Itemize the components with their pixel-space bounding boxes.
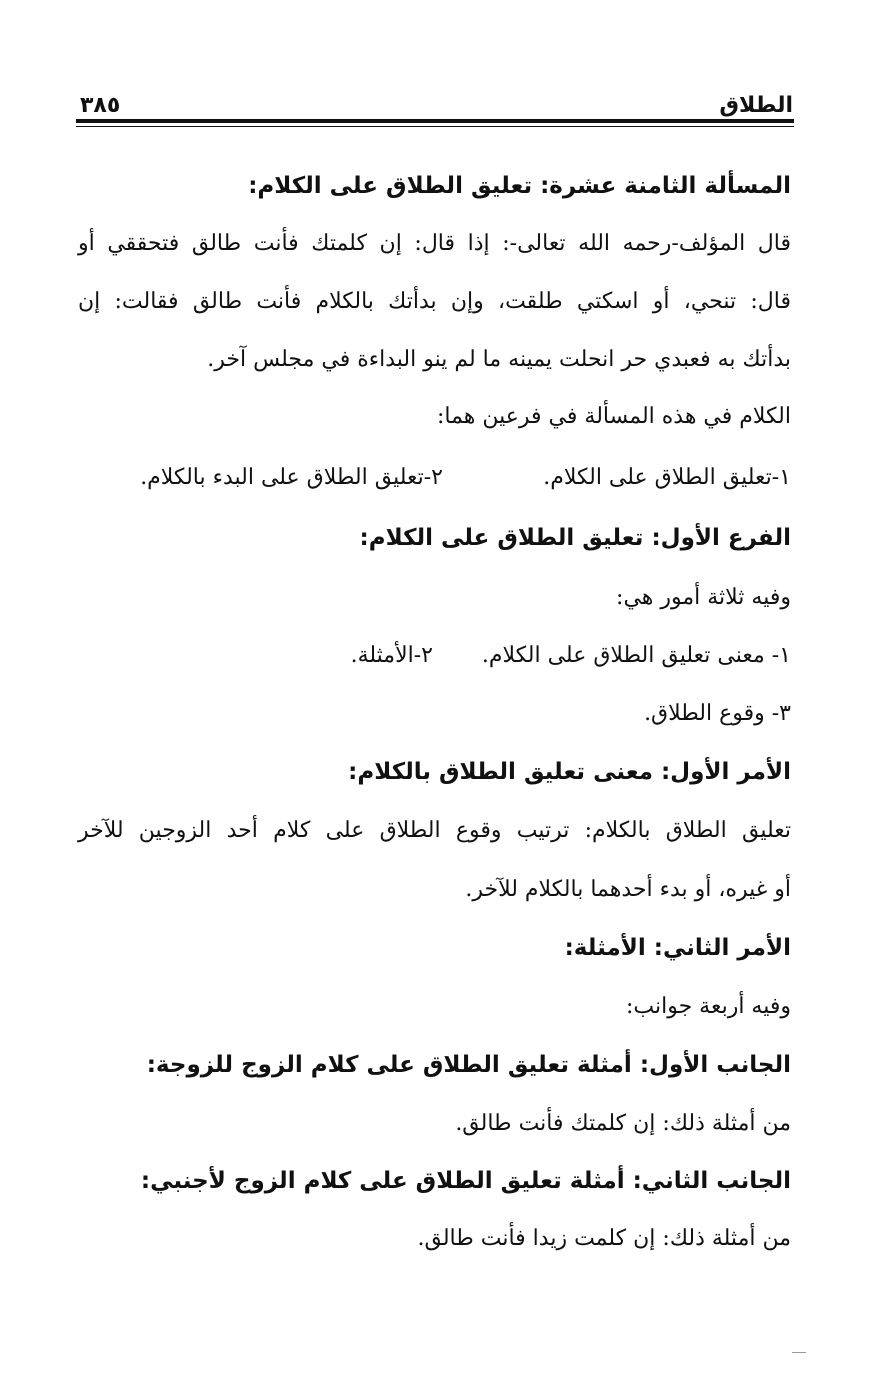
header-rule-thick xyxy=(76,119,794,123)
three-matters-intro: وفيه ثلاثة أمور هي: xyxy=(616,585,791,610)
four-aspects-intro: وفيه أربعة جوانب: xyxy=(625,994,791,1019)
aspect-2-heading: الجانب الثاني: أمثلة تعليق الطلاق على كلام الزوج لأجنبي: xyxy=(140,1168,791,1194)
scan-mark xyxy=(792,1352,806,1353)
page-number: ٣٨٥ xyxy=(80,93,121,118)
text-line-2: قال: تنحي، أو اسكتي طلقت، وإن بدأتك بالكلام فأنت طالق فقالت: إن xyxy=(78,289,791,314)
header-rule-thin xyxy=(76,126,794,127)
issue-heading: المسألة الثامنة عشرة: تعليق الطلاق على الكلام: xyxy=(248,173,791,199)
branch-item-1: ١-تعليق الطلاق على الكلام. xyxy=(543,465,791,490)
text-line-3: بدأتك به فعبدي حر انحلت يمينه ما لم ينو البداءة في مجلس آخر. xyxy=(207,347,791,372)
matter-item-3: ٣- وقوع الطلاق. xyxy=(644,701,791,726)
aspect-1-example: من أمثلة ذلك: إن كلمتك فأنت طالق. xyxy=(455,1111,791,1136)
definition-line-2: أو غيره، أو بدء أحدهما بالكلام للآخر. xyxy=(465,877,791,902)
first-matter-heading: الأمر الأول: معنى تعليق الطلاق بالكلام: xyxy=(348,759,791,785)
aspect-1-heading: الجانب الأول: أمثلة تعليق الطلاق على كلام الزوج للزوجة: xyxy=(146,1052,791,1078)
branches-intro: الكلام في هذه المسألة في فرعين هما: xyxy=(436,404,791,429)
first-branch-heading: الفرع الأول: تعليق الطلاق على الكلام: xyxy=(359,525,791,551)
branch-item-2: ٢-تعليق الطلاق على البدء بالكلام. xyxy=(140,465,443,490)
matter-item-1: ١- معنى تعليق الطلاق على الكلام. xyxy=(481,643,791,668)
section-title: الطلاق xyxy=(719,93,793,118)
running-header xyxy=(80,86,793,118)
definition-line-1: تعليق الطلاق بالكلام: ترتيب وقوع الطلاق على كلام أحد الزوجين للآخر xyxy=(78,818,791,843)
second-matter-heading: الأمر الثاني: الأمثلة: xyxy=(564,935,791,961)
text-line-1: قال المؤلف-رحمه الله تعالى-: إذا قال: إن كلمتك فأنت طالق فتحققي أو xyxy=(78,231,791,256)
aspect-2-example: من أمثلة ذلك: إن كلمت زيدا فأنت طالق. xyxy=(417,1226,791,1251)
matter-item-2: ٢-الأمثلة. xyxy=(350,643,433,668)
